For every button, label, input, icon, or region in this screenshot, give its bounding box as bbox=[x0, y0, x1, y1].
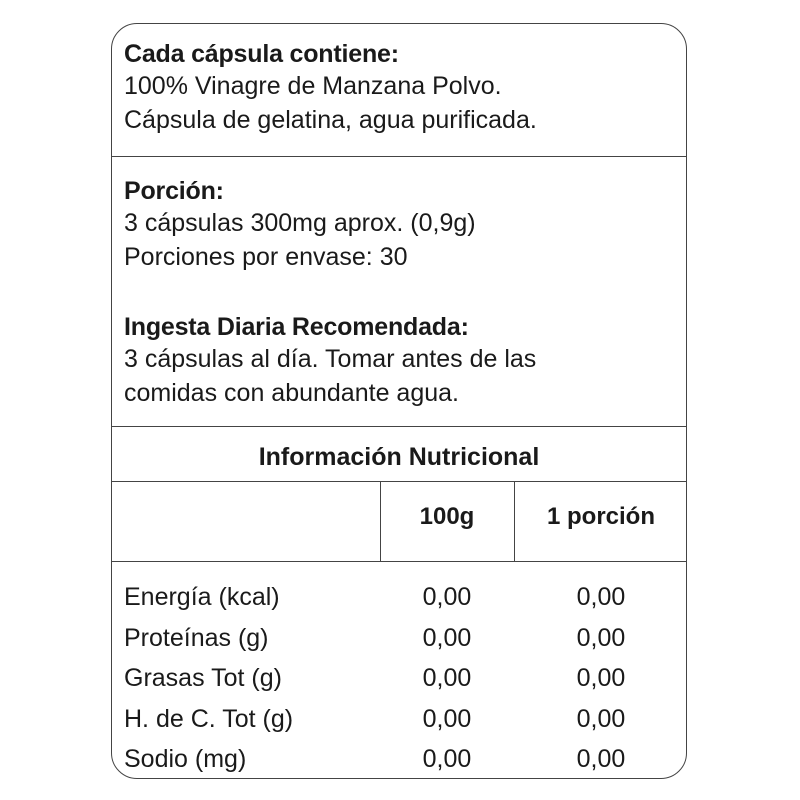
contents-line: 100% Vinagre de Manzana Polvo. bbox=[124, 72, 502, 100]
table-row bbox=[112, 618, 686, 659]
value-portion: 0,00 bbox=[576, 704, 626, 733]
value-100g: 0,00 bbox=[422, 745, 472, 773]
nutrition-label bbox=[111, 23, 687, 779]
table-row bbox=[112, 658, 686, 699]
divider bbox=[112, 426, 686, 427]
nutrient-name: Grasas Tot (g) bbox=[124, 664, 282, 692]
value-100g: 0,00 bbox=[422, 704, 472, 733]
divider bbox=[112, 156, 686, 157]
portion-line: 3 cápsulas 300mg aprox. (0,9g) bbox=[124, 209, 476, 237]
nutrient-name: Proteínas (g) bbox=[124, 623, 269, 652]
intake-heading: Ingesta Diaria Recomendada: bbox=[124, 313, 469, 341]
intake-line: 3 cápsulas al día. Tomar antes de las bbox=[124, 345, 537, 373]
contents-line: Cápsula de gelatina, agua purificada. bbox=[124, 106, 537, 134]
nutrient-name: Energía (kcal) bbox=[124, 583, 280, 611]
nutrient-name: H. de C. Tot (g) bbox=[124, 704, 294, 733]
intake-line: comidas con abundante agua. bbox=[124, 379, 459, 407]
contents-section bbox=[124, 39, 678, 137]
column-header-portion: 1 porción bbox=[546, 503, 655, 530]
column-header-100g: 100g bbox=[419, 503, 475, 530]
value-100g: 0,00 bbox=[422, 623, 472, 652]
value-portion: 0,00 bbox=[576, 664, 626, 692]
portion-line: Porciones por envase: 30 bbox=[124, 243, 408, 271]
table-row bbox=[112, 739, 686, 779]
portion-heading: Porción: bbox=[124, 177, 224, 205]
value-portion: 0,00 bbox=[576, 583, 626, 611]
value-portion: 0,00 bbox=[576, 745, 626, 773]
nutrition-title: Información Nutricional bbox=[258, 443, 540, 471]
value-100g: 0,00 bbox=[422, 583, 472, 611]
intake-section bbox=[124, 312, 678, 410]
value-100g: 0,00 bbox=[422, 664, 472, 692]
value-portion: 0,00 bbox=[576, 623, 626, 652]
nutrient-name: Sodio (mg) bbox=[124, 745, 247, 773]
divider bbox=[112, 481, 686, 482]
contents-heading: Cada cápsula contiene: bbox=[124, 40, 399, 68]
table-row bbox=[112, 699, 686, 740]
table-row bbox=[112, 577, 686, 618]
divider bbox=[112, 561, 686, 562]
portion-section bbox=[124, 176, 678, 274]
nutrition-rows bbox=[112, 577, 686, 779]
